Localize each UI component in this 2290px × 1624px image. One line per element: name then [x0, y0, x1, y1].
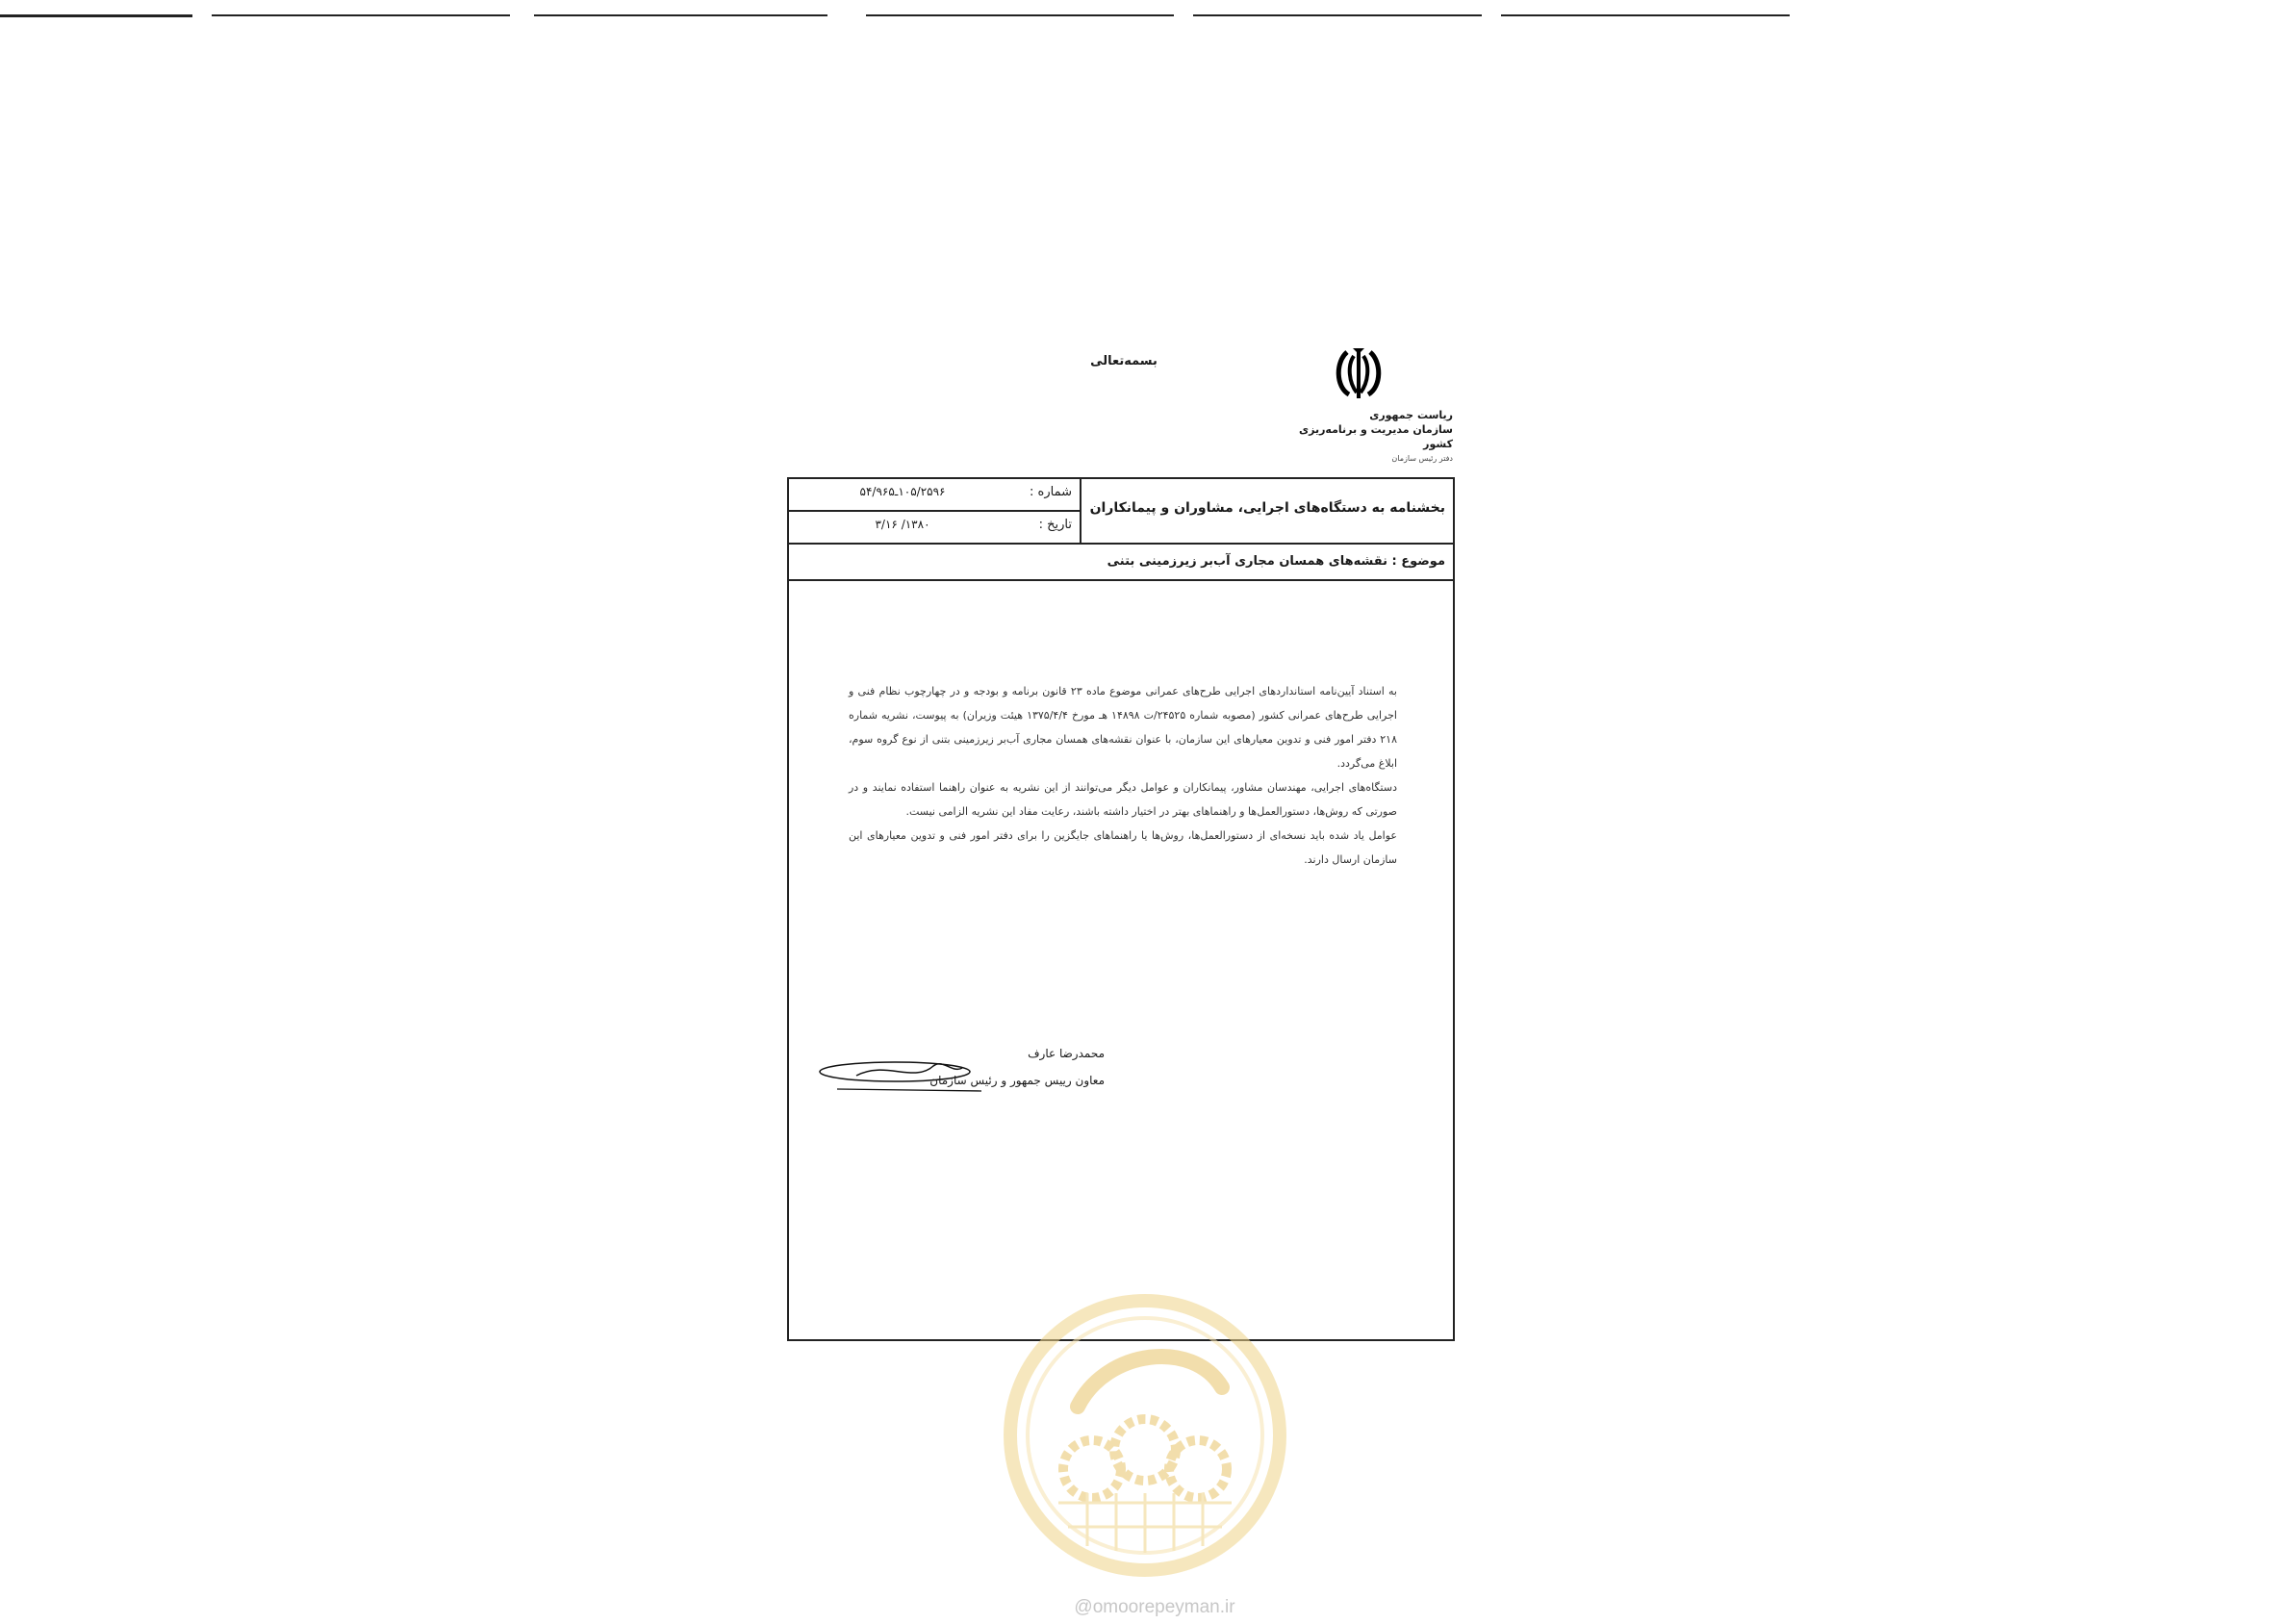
number-value: ۱۰۵/۲۵۹۶ـ۵۴/۹۶۵: [859, 485, 946, 498]
body-paragraph-1: به استناد آیین‌نامه استانداردهای اجرایی طرح‌های عمرانی موضوع ماده ۲۳ قانون برنامه و بودجه و در چهارچوب نظام فنی و اجرایی طرح‌های عمرانی کشور (مصوبه شماره ۲۴۵۲۵/ت ۱۴۸۹۸ هـ مورخ ۱۳۷۵/۴/۴ هیئت وزیران) به پیوست، نشریه شماره ۲۱۸ دفتر امور فنی و تدوین معیارهای این سازمان، با عنوان نقشه‌های همسان مجاری آب‌بر زیرزمینی بتنی از نوع گروه سوم، ابلاغ می‌گردد.: [849, 685, 1397, 770]
organization-header: [1270, 408, 1453, 466]
signer-name: محمدرضا عارف: [1028, 1047, 1105, 1060]
letter-frame: [787, 477, 1455, 1341]
header-bottom-line: [789, 543, 1453, 545]
signer-title: معاون رییس جمهور و رئیس سازمان: [929, 1074, 1105, 1087]
signature-block: [826, 1045, 1105, 1089]
org-line-office: دفتر رئیس سازمان: [1391, 454, 1453, 463]
bismillah-heading: بسمه‌تعالی: [1090, 354, 1158, 368]
website-watermark: @omoorepeyman.ir: [1074, 1597, 1235, 1617]
org-line-organization: سازمان مدیریت و برنامه‌ریزی کشور: [1299, 423, 1453, 450]
org-line-presidency: ریاست جمهوری: [1369, 409, 1453, 421]
date-label: تاریخ :: [1038, 518, 1072, 532]
letter-body: [849, 679, 1397, 872]
header-divider: [1080, 479, 1081, 543]
number-date-divider: [789, 510, 1080, 512]
number-label: شماره :: [1030, 485, 1072, 499]
body-paragraph-2: دستگاه‌های اجرایی، مهندسان مشاور، پیمانکاران و عوامل دیگر می‌توانند از این نشریه به عنوان راهنما استفاده نمایند و در صورتی که روش‌ها، دستورالعمل‌ها و راهنماهای بهتر در اختیار داشته باشند، رعایت مفاد این نشریه الزامی نیست.: [849, 781, 1397, 818]
omoorepeyman-watermark-logo-icon: [1001, 1291, 1289, 1580]
date-value: ۱۳۸۰/ ۳/۱۶: [875, 518, 930, 531]
recipient-text: بخشنامه به دستگاه‌های اجرایی، مشاوران و پیمانکاران: [1089, 500, 1445, 516]
subject-bottom-line: [789, 579, 1453, 581]
iran-emblem-icon: [1328, 344, 1389, 406]
subject-line: موضوع : نقشه‌های همسان مجاری آب‌بر زیرزمینی بتنی: [1107, 554, 1445, 569]
body-paragraph-3: عوامل یاد شده باید نسخه‌ای از دستورالعمل‌ها، روش‌ها یا راهنماهای جایگزین را برای دفتر امور فنی و تدوین معیارهای این سازمان ارسال دارند.: [849, 829, 1397, 866]
